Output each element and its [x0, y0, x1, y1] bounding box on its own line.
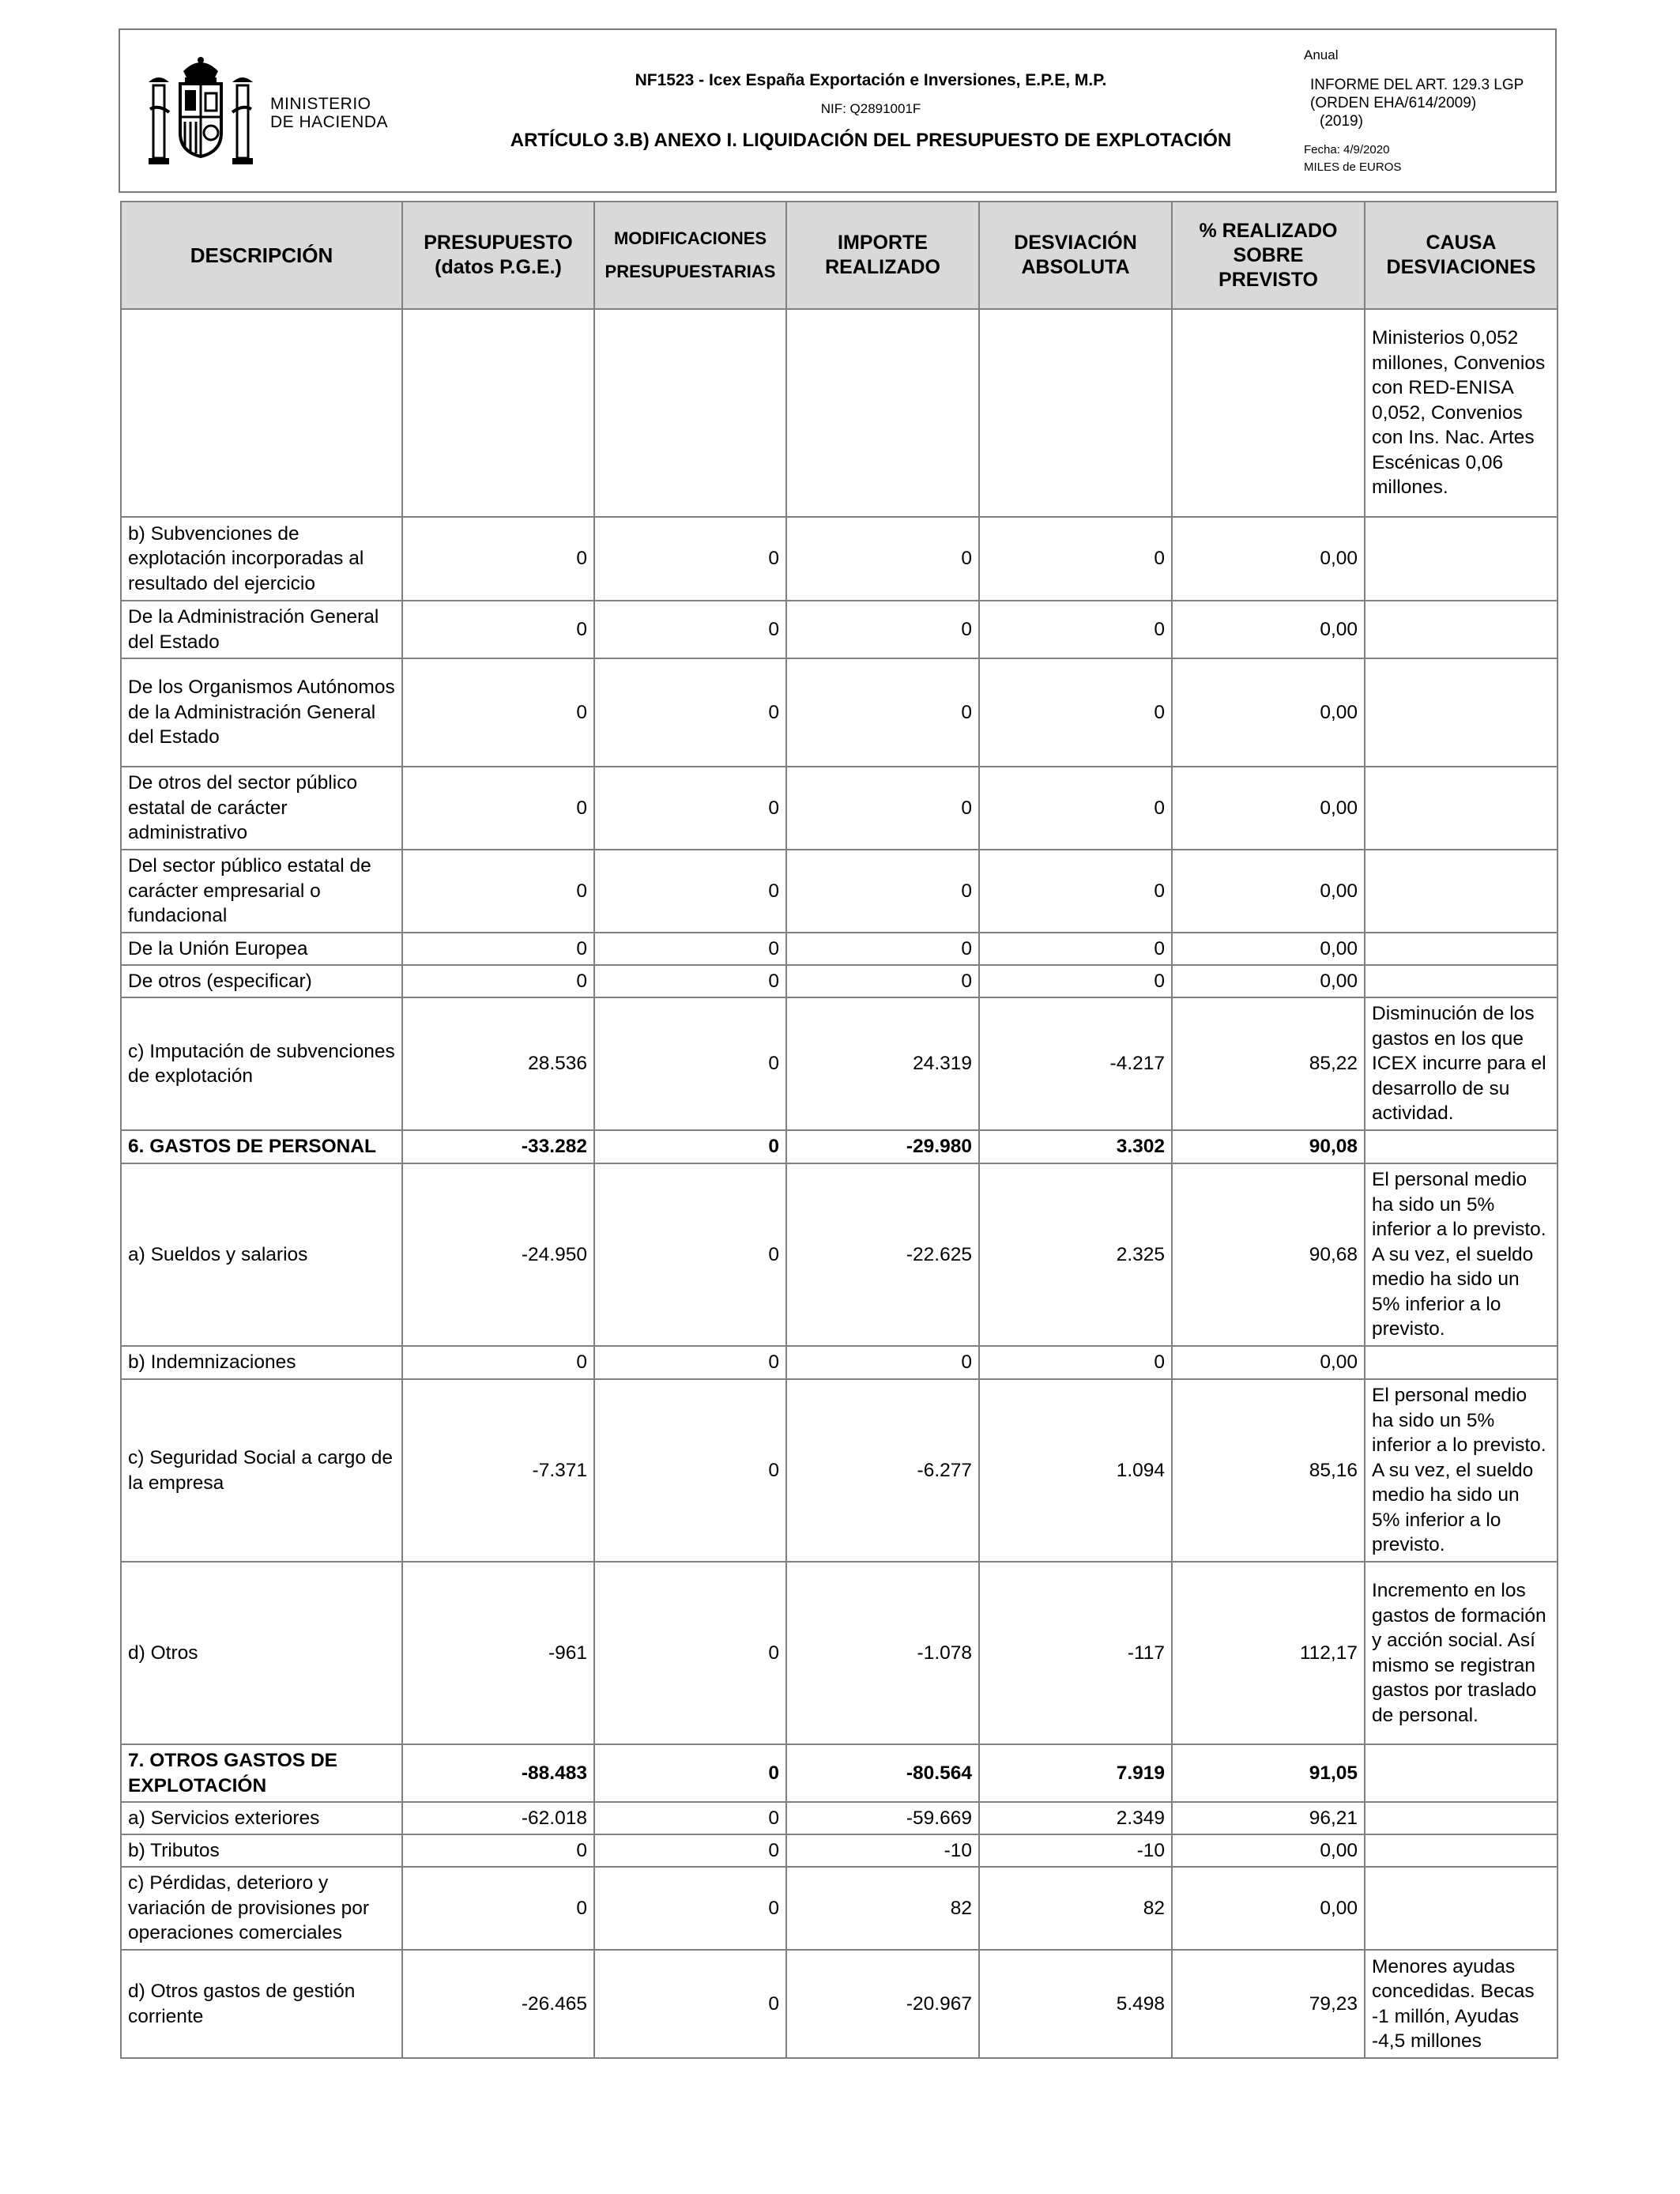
cell-porcentaje: 0,00	[1172, 850, 1365, 933]
cell-desviacion: 0	[979, 1346, 1172, 1379]
column-header-text: PREVISTO	[1219, 268, 1318, 291]
cell-desviacion: -4.217	[979, 997, 1172, 1130]
cell-desviacion	[979, 309, 1172, 517]
table-row	[121, 850, 1558, 933]
table-row	[121, 1346, 1558, 1379]
cell-causa	[1365, 1802, 1558, 1834]
report-line-3: (2019)	[1320, 113, 1363, 130]
cell-modificaciones: 0	[594, 933, 786, 965]
cell-porcentaje: 0,00	[1172, 601, 1365, 658]
cell-modificaciones	[594, 309, 786, 517]
cell-desviacion: 82	[979, 1867, 1172, 1950]
cell-desviacion: 3.302	[979, 1130, 1172, 1163]
cell-porcentaje: 0,00	[1172, 517, 1365, 601]
cell-presupuesto: -26.465	[402, 1950, 594, 2058]
cell-descripcion: a) Servicios exteriores	[121, 1802, 402, 1834]
cell-presupuesto: 0	[402, 517, 594, 601]
cell-porcentaje: 112,17	[1172, 1562, 1365, 1744]
cell-modificaciones: 0	[594, 1562, 786, 1744]
cell-importe: -6.277	[786, 1379, 979, 1562]
cell-importe: 24.319	[786, 997, 979, 1130]
table-row	[121, 767, 1558, 850]
cell-porcentaje: 0,00	[1172, 658, 1365, 767]
cell-importe: 0	[786, 767, 979, 850]
cell-presupuesto: 0	[402, 1346, 594, 1379]
cell-modificaciones: 0	[594, 601, 786, 658]
cell-importe: -80.564	[786, 1744, 979, 1802]
cell-importe: -10	[786, 1834, 979, 1867]
cell-presupuesto: 0	[402, 933, 594, 965]
cell-presupuesto: 0	[402, 850, 594, 933]
cell-descripcion: b) Indemnizaciones	[121, 1346, 402, 1379]
column-header-importe	[786, 202, 979, 309]
report-header	[119, 28, 1557, 193]
column-header-presupuesto	[402, 202, 594, 309]
ministry-line-1: MINISTERIO	[270, 95, 371, 113]
cell-modificaciones: 0	[594, 1834, 786, 1867]
cell-presupuesto: -7.371	[402, 1379, 594, 1562]
cell-causa	[1365, 1744, 1558, 1802]
cell-importe: 0	[786, 965, 979, 997]
cell-porcentaje: 79,23	[1172, 1950, 1365, 2058]
cell-porcentaje: 0,00	[1172, 1834, 1365, 1867]
cell-modificaciones: 0	[594, 1867, 786, 1950]
cell-porcentaje: 90,68	[1172, 1163, 1365, 1346]
cell-importe: -20.967	[786, 1950, 979, 2058]
table-row	[121, 1950, 1558, 2058]
cell-modificaciones: 0	[594, 1744, 786, 1802]
column-header-causa	[1365, 202, 1558, 309]
cell-porcentaje: 85,16	[1172, 1379, 1365, 1562]
report-date: Fecha: 4/9/2020	[1304, 143, 1390, 156]
entity-name: NF1523 - Icex España Exportación e Inversiones, E.P.E, M.P.	[635, 71, 1107, 89]
entity-nif: NIF: Q2891001F	[820, 101, 921, 116]
cell-descripcion: d) Otros gastos de gestión corriente	[121, 1950, 402, 2058]
report-line-1: INFORME DEL ART. 129.3 LGP	[1310, 77, 1524, 93]
table-row	[121, 1744, 1558, 1802]
column-header-text: SOBRE	[1233, 243, 1304, 266]
column-header-text: ABSOLUTA	[1021, 256, 1130, 278]
cell-causa: Incremento en los gastos de formación y acción social. Así mismo se registran gastos por traslado de personal.	[1365, 1562, 1558, 1744]
cell-presupuesto: 0	[402, 601, 594, 658]
cell-importe: 0	[786, 658, 979, 767]
ministry-line-2: DE HACIENDA	[270, 113, 389, 131]
cell-descripcion: De la Unión Europea	[121, 933, 402, 965]
cell-desviacion: -10	[979, 1834, 1172, 1867]
cell-presupuesto	[402, 309, 594, 517]
cell-desviacion: 0	[979, 965, 1172, 997]
table-row	[121, 933, 1558, 965]
table-row	[121, 1130, 1558, 1163]
document-title: ARTÍCULO 3.B) ANEXO I. LIQUIDACIÓN DEL PRESUPUESTO DE EXPLOTACIÓN	[510, 130, 1232, 151]
cell-descripcion: b) Subvenciones de explotación incorporadas al resultado del ejercicio	[121, 517, 402, 601]
cell-importe: 82	[786, 1867, 979, 1950]
cell-presupuesto: -24.950	[402, 1163, 594, 1346]
cell-descripcion: De otros (especificar)	[121, 965, 402, 997]
cell-presupuesto: 0	[402, 965, 594, 997]
cell-causa: Disminución de los gastos en los que ICEX incurre para el desarrollo de su actividad.	[1365, 997, 1558, 1130]
report-line-2: (ORDEN EHA/614/2009)	[1310, 95, 1477, 111]
cell-causa	[1365, 1834, 1558, 1867]
cell-presupuesto: -62.018	[402, 1802, 594, 1834]
cell-porcentaje: 91,05	[1172, 1744, 1365, 1802]
cell-causa	[1365, 1130, 1558, 1163]
table-row	[121, 601, 1558, 658]
table-row	[121, 997, 1558, 1130]
column-header-text: PRESUPUESTARIAS	[605, 262, 776, 281]
cell-importe: 0	[786, 517, 979, 601]
cell-porcentaje: 0,00	[1172, 965, 1365, 997]
table-row	[121, 1379, 1558, 1562]
column-header-text: DESVIACIÓN	[1014, 232, 1137, 254]
cell-desviacion: 2.325	[979, 1163, 1172, 1346]
cell-causa: El personal medio ha sido un 5% inferior a lo previsto. A su vez, el sueldo medio ha sido un 5% inferior a lo previsto.	[1365, 1379, 1558, 1562]
ministry-name	[270, 95, 388, 131]
column-header-text: % REALIZADO	[1199, 219, 1338, 242]
cell-porcentaje	[1172, 309, 1365, 517]
cell-importe: 0	[786, 1346, 979, 1379]
column-header-text: IMPORTE	[838, 232, 928, 254]
cell-modificaciones: 0	[594, 850, 786, 933]
column-header-text: DESCRIPCIÓN	[190, 243, 333, 267]
cell-modificaciones: 0	[594, 1130, 786, 1163]
cell-descripcion: d) Otros	[121, 1562, 402, 1744]
table-row	[121, 1163, 1558, 1346]
coat-of-arms-logo	[145, 54, 256, 172]
cell-causa	[1365, 601, 1558, 658]
cell-causa: El personal medio ha sido un 5% inferior a lo previsto. A su vez, el sueldo medio ha sido un 5% inferior a lo previsto.	[1365, 1163, 1558, 1346]
cell-modificaciones: 0	[594, 997, 786, 1130]
cell-descripcion	[121, 309, 402, 517]
cell-causa	[1365, 965, 1558, 997]
cell-desviacion: 2.349	[979, 1802, 1172, 1834]
cell-causa	[1365, 767, 1558, 850]
column-header-realizado	[1172, 202, 1365, 309]
cell-descripcion: Del sector público estatal de carácter empresarial o fundacional	[121, 850, 402, 933]
cell-descripcion: c) Pérdidas, deterioro y variación de provisiones por operaciones comerciales	[121, 1867, 402, 1950]
cell-modificaciones: 0	[594, 1379, 786, 1562]
cell-desviacion: 7.919	[979, 1744, 1172, 1802]
cell-desviacion: 0	[979, 933, 1172, 965]
cell-importe: -59.669	[786, 1802, 979, 1834]
cell-descripcion: c) Imputación de subvenciones de explotación	[121, 997, 402, 1130]
cell-desviacion: 0	[979, 601, 1172, 658]
report-reference	[1310, 76, 1524, 130]
column-header-descripcion	[121, 202, 402, 309]
cell-presupuesto: 28.536	[402, 997, 594, 1130]
cell-modificaciones: 0	[594, 965, 786, 997]
cell-causa: Menores ayudas concedidas. Becas -1 millón, Ayudas -4,5 millones	[1365, 1950, 1558, 2058]
column-header-text: MODIFICACIONES	[613, 228, 767, 248]
column-header-text: DESVIACIONES	[1386, 256, 1536, 278]
cell-porcentaje: 90,08	[1172, 1130, 1365, 1163]
cell-porcentaje: 96,21	[1172, 1802, 1365, 1834]
table-row	[121, 517, 1558, 601]
periodicity: Anual	[1304, 47, 1339, 62]
cell-presupuesto: 0	[402, 658, 594, 767]
cell-importe: -1.078	[786, 1562, 979, 1744]
budget-liquidation-table	[120, 201, 1558, 2059]
table-row	[121, 658, 1558, 767]
column-header-text: CAUSA	[1426, 232, 1497, 254]
cell-causa	[1365, 658, 1558, 767]
cell-modificaciones: 0	[594, 1802, 786, 1834]
column-header-modificaciones	[594, 202, 786, 309]
cell-presupuesto: 0	[402, 1867, 594, 1950]
cell-modificaciones: 0	[594, 517, 786, 601]
cell-desviacion: 1.094	[979, 1379, 1172, 1562]
cell-porcentaje: 0,00	[1172, 933, 1365, 965]
cell-desviacion: -117	[979, 1562, 1172, 1744]
cell-desviacion: 0	[979, 517, 1172, 601]
cell-presupuesto: -88.483	[402, 1744, 594, 1802]
cell-desviacion: 0	[979, 658, 1172, 767]
cell-porcentaje: 85,22	[1172, 997, 1365, 1130]
cell-desviacion: 5.498	[979, 1950, 1172, 2058]
cell-desviacion: 0	[979, 767, 1172, 850]
cell-importe: 0	[786, 601, 979, 658]
cell-descripcion: 6. GASTOS DE PERSONAL	[121, 1130, 402, 1163]
cell-causa	[1365, 1346, 1558, 1379]
table-row	[121, 1802, 1558, 1834]
column-header-desviacion	[979, 202, 1172, 309]
cell-porcentaje: 0,00	[1172, 1346, 1365, 1379]
cell-modificaciones: 0	[594, 767, 786, 850]
cell-importe: -22.625	[786, 1163, 979, 1346]
cell-causa: Ministerios 0,052 millones, Convenios con RED-ENISA 0,052, Convenios con Ins. Nac. Artes Escénicas 0,06 millones.	[1365, 309, 1558, 517]
cell-importe: -29.980	[786, 1130, 979, 1163]
cell-presupuesto: -961	[402, 1562, 594, 1744]
cell-causa	[1365, 1867, 1558, 1950]
cell-descripcion: a) Sueldos y salarios	[121, 1163, 402, 1346]
cell-descripcion: b) Tributos	[121, 1834, 402, 1867]
cell-descripcion: 7. OTROS GASTOS DE EXPLOTACIÓN	[121, 1744, 402, 1802]
table-row	[121, 1562, 1558, 1744]
cell-descripcion: De otros del sector público estatal de carácter administrativo	[121, 767, 402, 850]
cell-importe	[786, 309, 979, 517]
cell-modificaciones: 0	[594, 1163, 786, 1346]
cell-causa	[1365, 933, 1558, 965]
cell-importe: 0	[786, 933, 979, 965]
cell-modificaciones: 0	[594, 1950, 786, 2058]
cell-descripcion: c) Seguridad Social a cargo de la empresa	[121, 1379, 402, 1562]
cell-presupuesto: 0	[402, 767, 594, 850]
cell-presupuesto: -33.282	[402, 1130, 594, 1163]
table-row	[121, 1867, 1558, 1950]
cell-porcentaje: 0,00	[1172, 767, 1365, 850]
table-header-row	[121, 202, 1558, 309]
cell-descripcion: De los Organismos Autónomos de la Administración General del Estado	[121, 658, 402, 767]
table-row	[121, 965, 1558, 997]
cell-importe: 0	[786, 850, 979, 933]
column-header-text: PRESUPUESTO	[424, 232, 573, 254]
cell-descripcion: De la Administración General del Estado	[121, 601, 402, 658]
column-header-text: REALIZADO	[825, 256, 940, 278]
cell-desviacion: 0	[979, 850, 1172, 933]
cell-presupuesto: 0	[402, 1834, 594, 1867]
cell-modificaciones: 0	[594, 658, 786, 767]
cell-causa	[1365, 850, 1558, 933]
cell-porcentaje: 0,00	[1172, 1867, 1365, 1950]
cell-modificaciones: 0	[594, 1346, 786, 1379]
table-row	[121, 309, 1558, 517]
currency-units: MILES de EUROS	[1304, 160, 1402, 174]
table-row	[121, 1834, 1558, 1867]
column-header-text: (datos P.G.E.)	[435, 256, 562, 278]
cell-causa	[1365, 517, 1558, 601]
